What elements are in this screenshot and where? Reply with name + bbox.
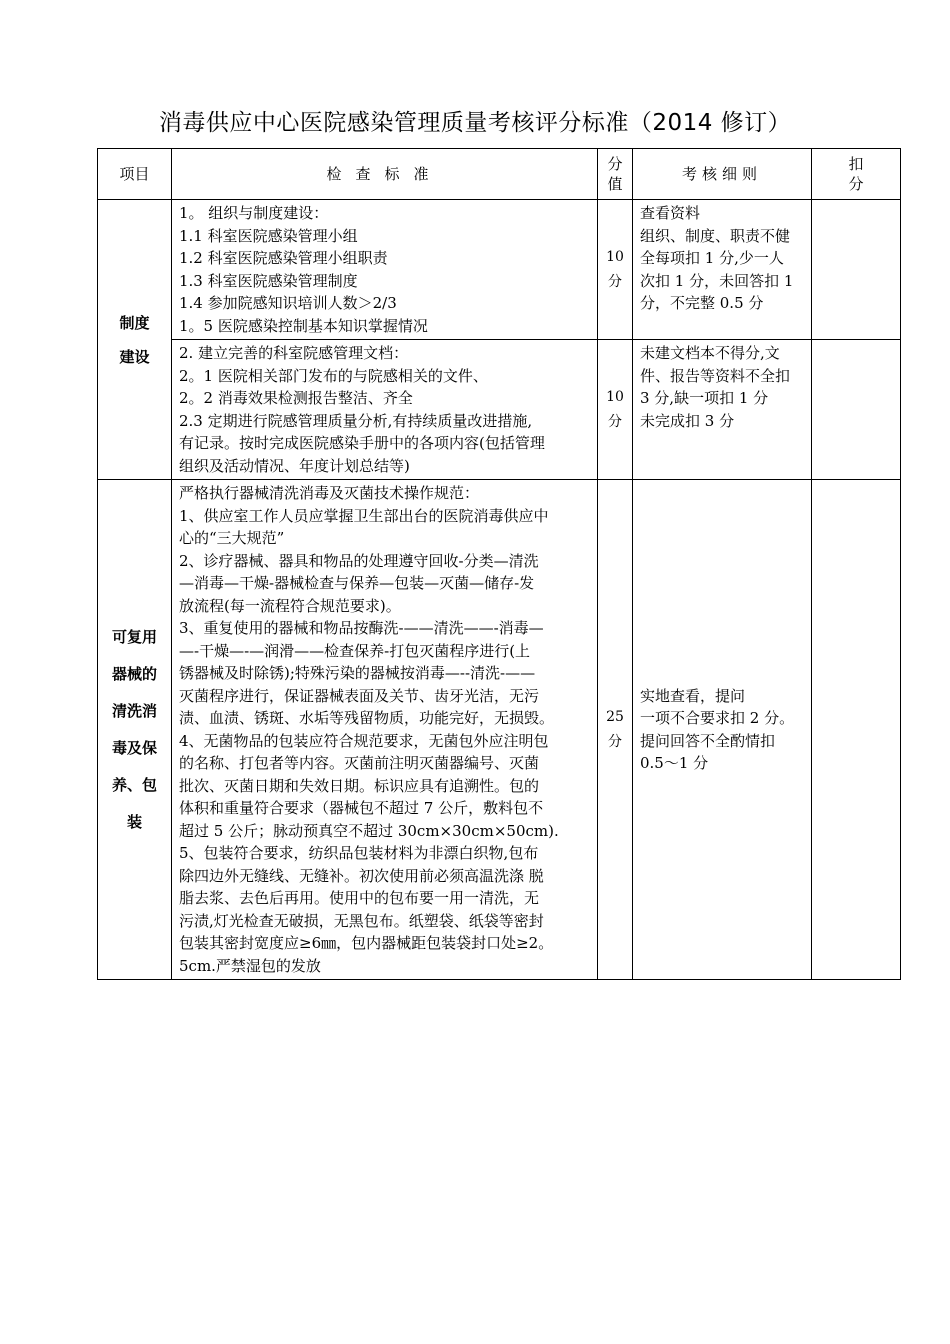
score-value: 25分: [606, 708, 624, 750]
standard-line: 心的“三大规范”: [179, 529, 285, 547]
rule-line: 0.5～1 分: [640, 754, 709, 772]
standard-line: 5、包装符合要求，纺织品包装材料为非漂白织物,包布: [179, 844, 539, 862]
score-cell: [598, 340, 633, 480]
deduct-cell: [812, 200, 901, 340]
standard-line: 1、供应室工作人员应掌握卫生部出台的医院消毒供应中: [179, 506, 549, 525]
standard-cell: [172, 340, 598, 480]
table-row: [98, 480, 901, 980]
rule-line: 提问回答不全酌情扣: [640, 731, 776, 750]
category-label: 可复用器械的清洗消毒及保养、包装: [111, 627, 157, 831]
rule-line: 未完成扣 3 分: [640, 411, 735, 430]
rule-cell: [633, 340, 812, 480]
score-value: 10分: [606, 248, 624, 290]
deduct-cell: [812, 340, 901, 480]
standard-cell: [172, 200, 598, 340]
table-header-row: [98, 149, 901, 200]
standard-line: 有记录。按时完成医院感染手册中的各项内容(包括管理: [179, 434, 545, 452]
standard-line: 包装其密封宽度应≥6㎜，包内器械距包装袋封口处≥2。: [179, 934, 554, 952]
category-cell: [98, 480, 172, 980]
rule-cell: [633, 200, 812, 340]
standard-line: 2、诊疗器械、器具和物品的处理遵守回收-分类—清洗: [179, 551, 539, 570]
standard-line: 锈器械及时除锈);特殊污染的器械按消毒—--清洗-——: [179, 664, 536, 682]
rule-line: 全每项扣 1 分,少一人: [640, 249, 784, 267]
header-item: 项目: [98, 149, 172, 200]
rule-line: 组织、制度、职责不健: [640, 226, 791, 245]
standard-line: 2。1 医院相关部门发布的与院感相关的文件、: [179, 366, 488, 385]
category-label: 制度建设: [119, 313, 150, 366]
standard-line: 污渍,灯光检查无破损，无黑包布。纸塑袋、纸袋等密封: [179, 911, 544, 930]
standard-line: 3、重复使用的器械和物品按酶洗-——清洗——-消毒—: [179, 619, 544, 637]
rule-line: 未建文档本不得分,文: [640, 344, 780, 362]
standard-line: 放流程(每一流程符合规范要求)。: [179, 596, 401, 615]
header-standard: 检查标准: [172, 149, 598, 200]
standard-line: 批次、灭菌日期和失效日期。标识应具有追溯性。包的: [179, 776, 540, 795]
rule-cell: [633, 480, 812, 980]
header-rule: 考核细则: [633, 149, 812, 200]
rule-line: 分，不完整 0.5 分: [640, 294, 764, 312]
header-deduct: [812, 149, 901, 200]
rule-line: 件、报告等资料不全扣: [640, 366, 791, 385]
table-row: [98, 340, 901, 480]
rule-line: 实地查看，提问: [640, 686, 746, 705]
standard-line: —消毒—干燥-器械检查与保养—包装—灭菌—储存-发: [179, 574, 535, 592]
standard-line: 1。 组织与制度建设：: [179, 204, 329, 222]
score-value: 10分: [606, 388, 624, 430]
deduct-cell: [812, 480, 901, 980]
scoring-table: [97, 148, 901, 980]
rule-line: 查看资料: [640, 204, 701, 222]
standard-line: 体积和重量符合要求（器械包不超过 7 公斤，敷料包不: [179, 799, 544, 817]
standard-line: 严格执行器械清洗消毒及灭菌技术操作规范：: [179, 484, 480, 502]
standard-line: 的名称、打包者等内容。灭菌前注明灭菌器编号、灭菌: [179, 754, 540, 772]
standard-line: 组织及活动情况、年度计划总结等): [179, 456, 410, 475]
standard-line: 2.3 定期进行院感管理质量分析,有持续质量改进措施,: [179, 411, 533, 430]
header-score: [598, 149, 633, 200]
page-title: 消毒供应中心医院感染管理质量考核评分标准（2014 修订）: [158, 110, 792, 136]
standard-line: 1.1 科室医院感染管理小组: [179, 226, 358, 245]
category-cell: [98, 200, 172, 480]
standard-line: 1.4 参加院感知识培训人数＞2/3: [179, 294, 397, 312]
header-score-label: 分值: [607, 155, 623, 193]
standard-line: 渍、血渍、锈斑、水垢等残留物质，功能完好，无损毁。: [179, 709, 555, 727]
standard-line: 脂去浆、去色后再用。使用中的包布要一用一清洗，无: [179, 889, 540, 907]
standard-line: 超过 5 公斤；脉动预真空不超过 30cm×30cm×50cm).: [179, 821, 559, 840]
standard-line: 2。2 消毒效果检测报告整洁、齐全: [179, 389, 413, 407]
standard-line: 2. 建立完善的科室院感管理文档：: [179, 344, 409, 362]
standard-line: 除四边外无缝线、无缝补。初次使用前必须高温洗涤 脱: [179, 866, 544, 885]
standard-line: 1。5 医院感染控制基本知识掌握情况: [179, 316, 428, 335]
rule-line: 一项不合要求扣 2 分。: [640, 709, 795, 727]
rule-line: 3 分,缺一项扣 1 分: [640, 389, 769, 407]
header-deduct-label: 扣分: [848, 155, 864, 193]
standard-line: 4、无菌物品的包装应符合规范要求，无菌包外应注明包: [179, 731, 549, 750]
standard-line: 灭菌程序进行，保证器械表面及关节、齿牙光洁，无污: [179, 686, 540, 705]
standard-line: 1.2 科室医院感染管理小组职责: [179, 249, 388, 267]
standard-line: 1.3 科室医院感染管理制度: [179, 271, 358, 290]
standard-line: —-干燥—-—润滑——检查保养-打包灭菌程序进行(上: [179, 641, 531, 660]
table-row: [98, 200, 901, 340]
score-cell: [598, 480, 633, 980]
standard-cell: [172, 480, 598, 980]
rule-line: 次扣 1 分，未回答扣 1: [640, 271, 794, 290]
score-cell: [598, 200, 633, 340]
standard-line: 5cm.严禁湿包的发放: [179, 956, 321, 975]
